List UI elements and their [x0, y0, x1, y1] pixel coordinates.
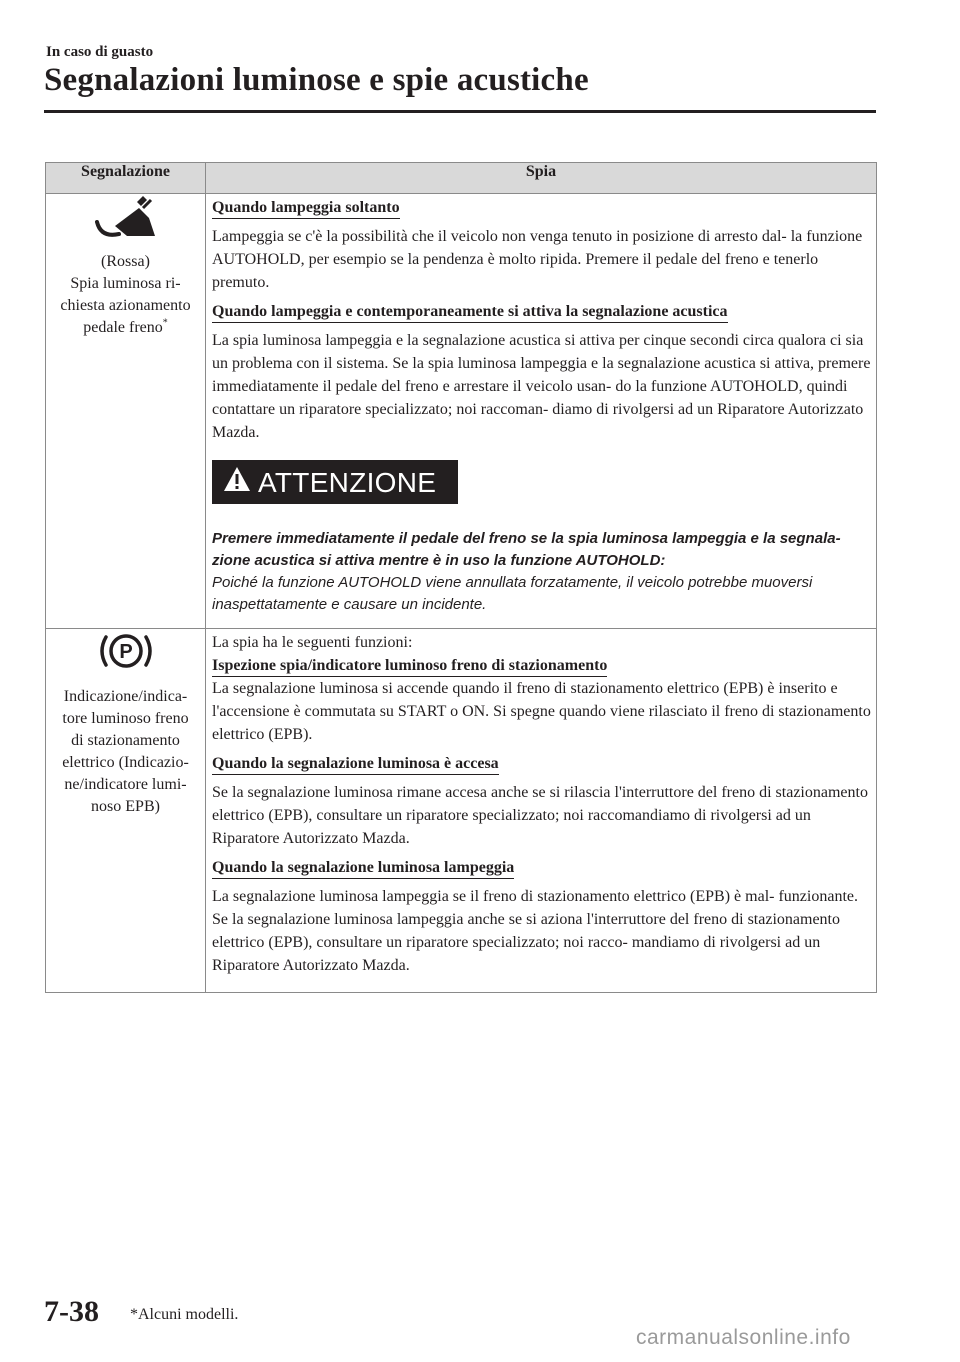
sign-color-label: (Rossa) [101, 253, 150, 270]
subheading: Quando lampeggia soltanto [212, 198, 400, 219]
spia-cell [206, 194, 877, 629]
sign-label-line: tore luminoso freno [62, 710, 189, 727]
subheading: Ispezione spia/indicatore luminoso freno di stazionamento [212, 656, 607, 677]
table-row [46, 629, 877, 993]
intro-text: La spia ha le seguenti funzioni: [212, 634, 413, 651]
spia-cell [206, 629, 877, 993]
warning-text: Poiché la funzione AUTOHOLD viene annullata forzatamente, il veicolo potrebbe muoversi inaspettatamente e causare un incidente. [212, 574, 813, 613]
sign-label-line: chiesta azionamento [60, 297, 191, 314]
subheading: Quando la segnalazione luminosa è accesa [212, 754, 499, 775]
body-text: La spia luminosa lampeggia e la segnalazione acustica si attiva per cinque secondi circa qualora ci sia un problema con il sistema. Se la spia luminosa lampeggia e la segnalazione acustica si attiva, premere immediatamente il pedale del freno e arrestare il veicolo usan- do la funzione AUTOHOLD, quindi contattare un riparatore specializzato; noi raccoman- diamo di rivolgersi ad un Riparatore Autorizzato Mazda. [212, 332, 871, 441]
sign-label-line: ne/indicatore lumi- [64, 776, 187, 793]
sign-label-line: Spia luminosa ri- [70, 275, 181, 292]
warning-bold-text: Premere immediatamente il pedale del freno se la spia luminosa lampeggia e la segnala- zione acustica si attiva mentre è in uso la funzione AUTOHOLD: [212, 530, 841, 569]
sign-cell [46, 194, 206, 629]
watermark: carmanualsonline.info [636, 1326, 851, 1349]
title-divider [44, 110, 876, 113]
warning-banner [212, 460, 458, 504]
sign-label-line [50, 317, 201, 339]
footnote-mark: * [162, 317, 168, 329]
parking-brake-p-icon [50, 629, 201, 680]
sign-label-text: pedale freno [83, 319, 163, 336]
subheading: Quando la segnalazione luminosa lampeggia [212, 858, 514, 879]
page-number: 7-38 [44, 1295, 99, 1328]
sign-label-line: Indicazione/indica- [63, 688, 188, 705]
body-text: La segnalazione luminosa si accende quando il freno di stazionamento elettrico (EPB) è inserito e l'accensione è commutata su START o ON. Si spegne quando viene rilasciato il freno di stazionamento elettrico (EPB). [212, 680, 871, 743]
column-header-spia: Spia [206, 163, 877, 194]
subheading: Quando lampeggia e contemporaneamente si attiva la segnalazione acustica [212, 302, 728, 323]
warning-triangle-icon [222, 465, 252, 500]
svg-text:P: P [118, 641, 133, 663]
warning-body [212, 528, 872, 616]
body-text: La segnalazione luminosa lampeggia se il freno di stazionamento elettrico (EPB) è mal- funzionante. Se la segnalazione luminosa lampeggia anche se si aziona l'interruttore del freno di stazionamento elettrico (EPB), consultare un riparatore specializzato; noi racco- mandiamo di rivolgersi ad un Riparatore Autorizzato Mazda. [212, 888, 858, 974]
warning-table [45, 162, 877, 993]
footnote: *Alcuni modelli. [130, 1306, 239, 1323]
warning-label: ATTENZIONE [258, 466, 437, 498]
body-text: Se la segnalazione luminosa rimane accesa anche se si rilascia l'interruttore del freno di stazionamento elettrico (EPB), consultare un riparatore specializzato; noi raccomandiamo di rivolgersi ad un Riparatore Autorizzato Mazda. [212, 784, 868, 847]
sign-cell [46, 629, 206, 993]
table-header-row [46, 163, 877, 194]
sign-label-line: elettrico (Indicazio- [62, 754, 189, 771]
sign-label-line: noso EPB) [91, 798, 160, 815]
column-header-segnalazione: Segnalazione [46, 163, 206, 194]
sign-label-line: di stazionamento [71, 732, 180, 749]
page-title: Segnalazioni luminose e spie acustiche [44, 62, 589, 98]
brake-pedal-request-icon [50, 196, 201, 251]
table-row [46, 194, 877, 629]
body-text: Lampeggia se c'è la possibilità che il veicolo non venga tenuto in posizione di arresto dal- la funzione AUTOHOLD, per esempio se la pendenza è molto ripida. Premere il pedale del freno e tenerlo premuto. [212, 228, 863, 291]
section-label: In caso di guasto [46, 44, 154, 60]
